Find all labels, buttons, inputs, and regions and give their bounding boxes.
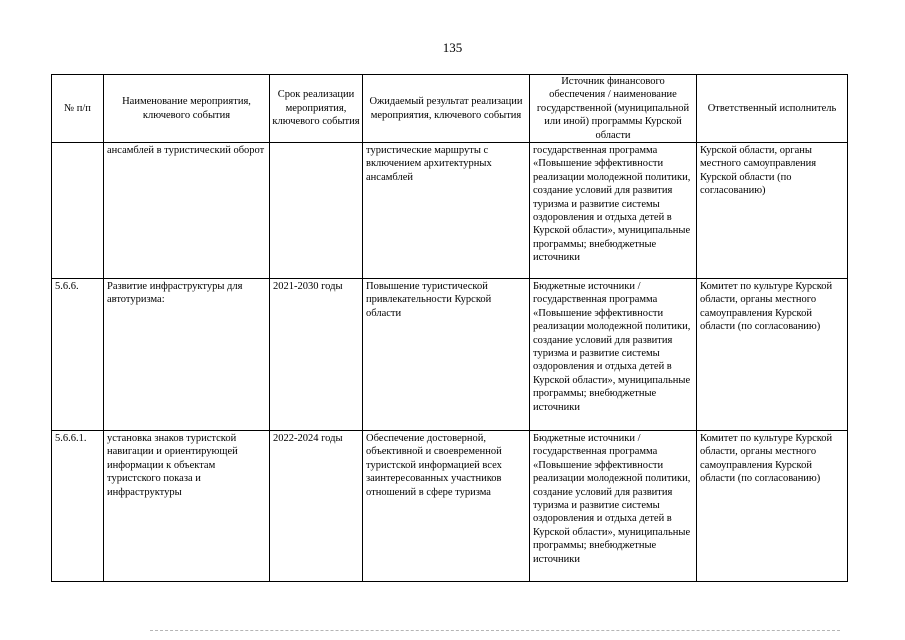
row-result: туристические маршруты с включением архитектурных ансамблей xyxy=(363,143,530,279)
table-header-row xyxy=(52,75,848,143)
row-name: установка знаков туристской навигации и ориентирующей информации к объектам туристского показа и инфраструктуры xyxy=(104,431,270,582)
header-source: Источник финансового обеспечения / наименование государственной (муниципальной или иной) программы Курской области xyxy=(530,75,697,143)
header-term: Срок реализации мероприятия, ключевого события xyxy=(270,75,363,143)
events-table xyxy=(51,74,848,582)
row-num xyxy=(52,143,104,279)
row-executor: Комитет по культуре Курской области, органы местного самоуправления Курской области (по согласованию) xyxy=(697,431,848,582)
row-executor: Комитет по культуре Курской области, органы местного самоуправления Курской области (по согласованию) xyxy=(697,279,848,431)
row-name: ансамблей в туристический оборот xyxy=(104,143,270,279)
row-source: Бюджетные источники / государственная программа «Повышение эффективности реализации молодежной политики, создание условий для развития туризма и развитие системы оздоровления и отдыха детей в Курской области», муниципальные программы; внебюджетные источники xyxy=(530,431,697,582)
row-term: 2021-2030 годы xyxy=(270,279,363,431)
row-executor: Курской области, органы местного самоуправления Курской области (по согласованию) xyxy=(697,143,848,279)
page-number: 135 xyxy=(442,40,463,55)
row-term: 2022-2024 годы xyxy=(270,431,363,582)
table-row xyxy=(52,279,848,431)
row-source: государственная программа «Повышение эффективности реализации молодежной политики, создание условий для развития туризма и развитие системы оздоровления и отдыха детей в Курской области», муниципальные программы; внебюджетные источники xyxy=(530,143,697,279)
row-num: 5.6.6.1. xyxy=(52,431,104,582)
row-term xyxy=(270,143,363,279)
header-executor: Ответственный исполнитель xyxy=(697,75,848,143)
header-name: Наименование мероприятия, ключевого события xyxy=(104,75,270,143)
row-name: Развитие инфраструктуры для автотуризма: xyxy=(104,279,270,431)
table-row xyxy=(52,143,848,279)
row-result: Обеспечение достоверной, объективной и своевременной туристской информацией всех заинтересованных участников отношений в сфере туризма xyxy=(363,431,530,582)
header-num: № п/п xyxy=(52,75,104,143)
row-result: Повышение туристической привлекательности Курской области xyxy=(363,279,530,431)
scan-artifact-line xyxy=(150,630,840,634)
row-num: 5.6.6. xyxy=(52,279,104,431)
row-source: Бюджетные источники / государственная программа «Повышение эффективности реализации молодежной политики, создание условий для развития туризма и развитие системы оздоровления и отдыха детей в Курской области», муниципальные программы; внебюджетные источники xyxy=(530,279,697,431)
header-result: Ожидаемый результат реализации мероприятия, ключевого события xyxy=(363,75,530,143)
table-row xyxy=(52,431,848,582)
